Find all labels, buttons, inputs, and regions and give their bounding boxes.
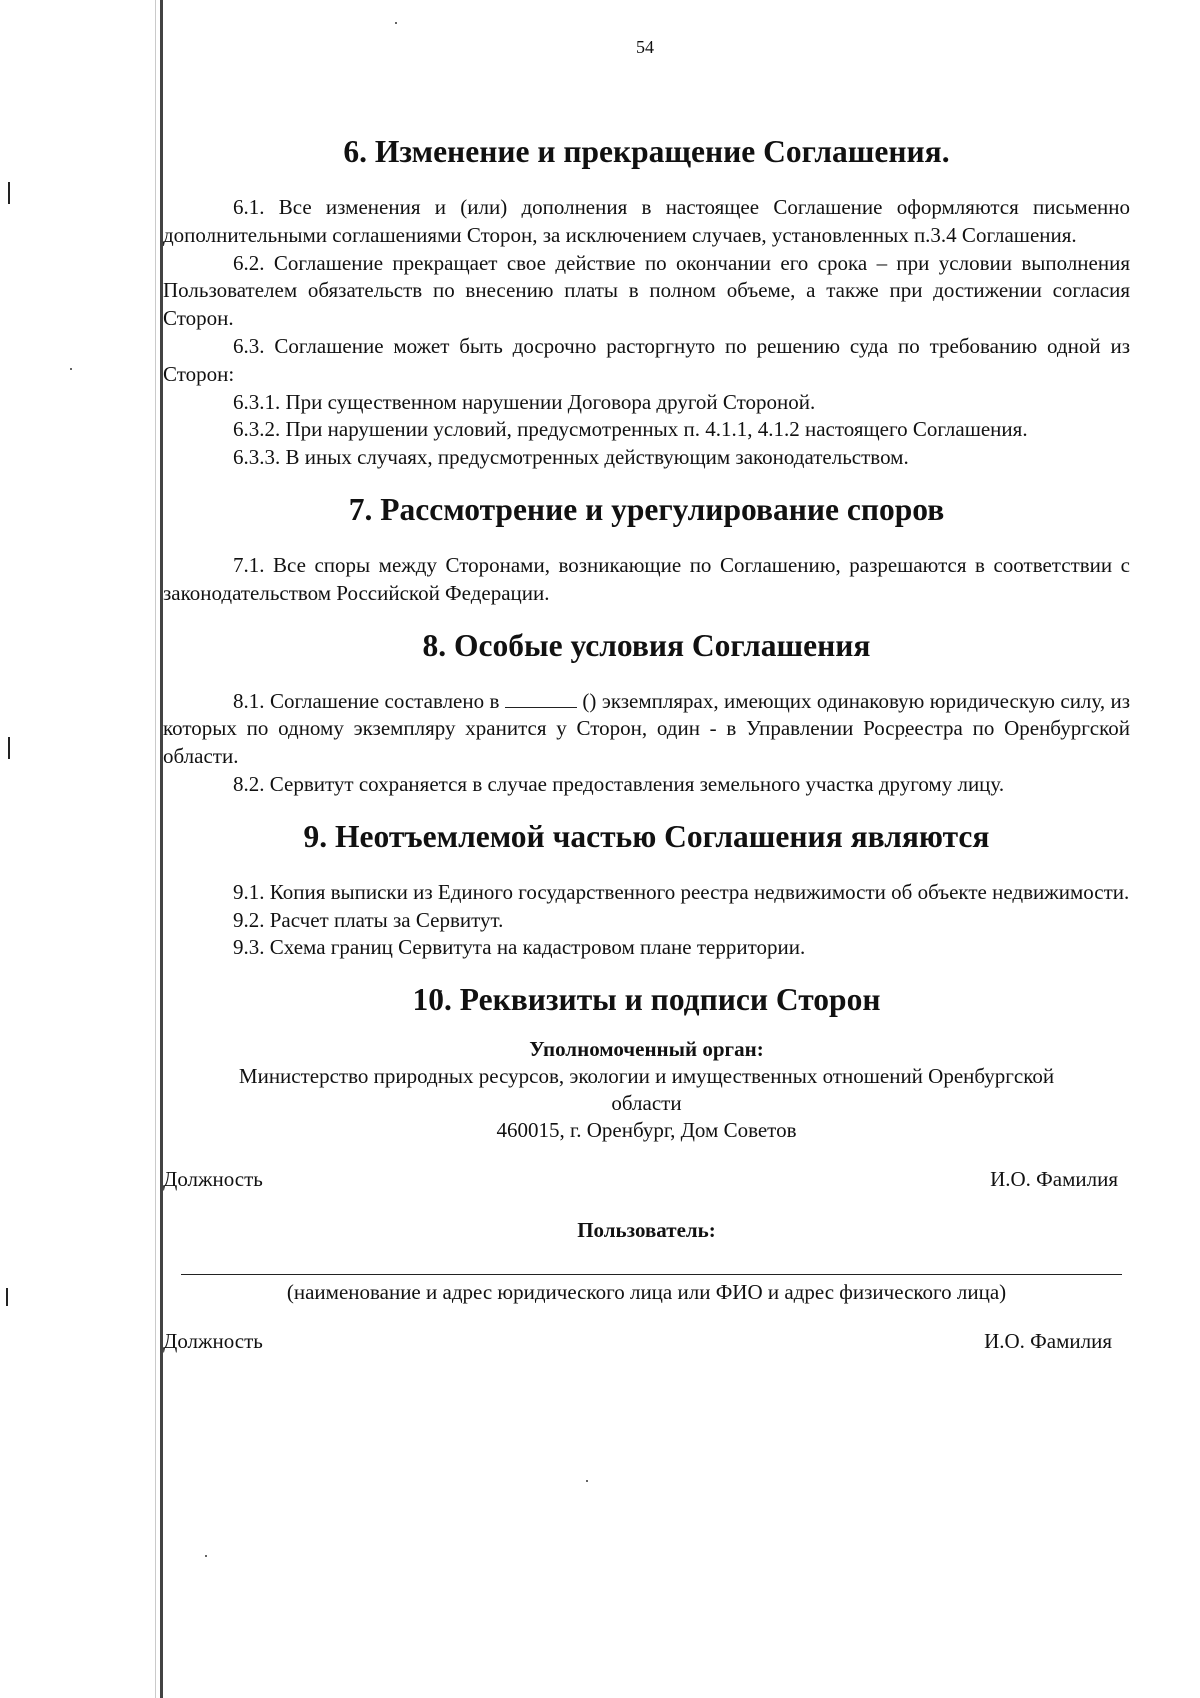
section-7-title: 7. Рассмотрение и урегулирование споров: [348, 491, 945, 527]
clause-6-2: 6.2. Соглашение прекращает свое действие по окончании его срока – при условии выполнения Пользователем обязательств по внесению платы в полном объеме, а также при достижении согласия Сторон.: [163, 250, 1130, 331]
clause-8-2: 8.2. Сервитут сохраняется в случае предоставления земельного участка другому лицу.: [233, 771, 1005, 796]
user-signature-row: [163, 1328, 1130, 1355]
scan-artifact: [6, 1288, 8, 1306]
scan-speck: [586, 1480, 588, 1482]
authority-name-line1: Министерство природных ресурсов, экологии и имущественных отношений Оренбургской: [238, 1064, 1055, 1089]
scan-speck: [70, 368, 72, 370]
position-label: Должность: [163, 1167, 263, 1192]
document-body: [163, 134, 1131, 1355]
clause-9-2: 9.2. Расчет платы за Сервитут.: [233, 907, 504, 932]
clause-8-1-start: 8.1. Соглашение составлено в: [233, 688, 500, 713]
scan-speck: [205, 1555, 207, 1557]
section-10-title: 10. Реквизиты и подписи Сторон: [412, 982, 881, 1018]
authority-signature-row: [163, 1166, 1130, 1193]
signer-name: И.О. Фамилия: [990, 1167, 1118, 1192]
authority-label: Уполномоченный орган:: [529, 1037, 764, 1062]
clause-6-3-1: 6.3.1. При существенном нарушении Договора другой Стороной.: [233, 389, 816, 414]
scan-artifact: [8, 737, 10, 759]
section-9-title: 9. Неотъемлемой частью Соглашения являются: [303, 818, 990, 854]
copies-count-blank: [505, 689, 577, 708]
authority-name-line2: области: [611, 1091, 682, 1116]
authority-address: 460015, г. Оренбург, Дом Советов: [496, 1118, 797, 1143]
clause-6-3-3: 6.3.3. В иных случаях, предусмотренных действующим законодательством.: [233, 445, 909, 470]
clause-9-1: 9.1. Копия выписки из Единого государственного реестра недвижимости об объекте недвижимости.: [233, 879, 1130, 904]
clause-8-1-end: () экземплярах, имеющих одинаковую юридическую силу, из которых по одному экземпляру хранится у Сторон, один - в Управлении Росреестра по Оренбургской области.: [163, 688, 1131, 769]
position-label: Должность: [163, 1329, 263, 1354]
scan-artifact: [8, 182, 10, 204]
clause-6-3: 6.3. Соглашение может быть досрочно расторгнуто по решению суда по требованию одной из Сторон:: [163, 333, 1130, 386]
section-8-title: 8. Особые условия Соглашения: [422, 627, 871, 663]
clause-7-1: 7.1. Все споры между Сторонами, возникающие по Соглашению, разрешаются в соответствии с законодательством Российской Федерации.: [163, 552, 1130, 605]
clause-6-1: 6.1. Все изменения и (или) дополнения в настоящее Соглашение оформляются письменно дополнительными соглашениями Сторон, за исключением случаев, установленных п.3.4 Соглашения.: [163, 195, 1130, 247]
user-label: Пользователь:: [577, 1218, 716, 1243]
clause-6-3-2: 6.3.2. При нарушении условий, предусмотренных п. 4.1.1, 4.1.2 настоящего Соглашения.: [233, 417, 1028, 442]
user-name-line: [181, 1274, 1122, 1275]
scan-edge-line: [155, 0, 156, 1698]
page-number: 54: [636, 37, 654, 57]
signer-name: И.О. Фамилия: [984, 1329, 1112, 1354]
section-6-title: 6. Изменение и прекращение Соглашения.: [343, 134, 950, 169]
clause-9-3: 9.3. Схема границ Сервитута на кадастровом плане территории.: [233, 935, 806, 960]
scan-speck: [395, 22, 397, 24]
clause-8-1: [163, 688, 1130, 771]
user-caption: (наименование и адрес юридического лица или ФИО и адрес физического лица): [286, 1280, 1007, 1305]
